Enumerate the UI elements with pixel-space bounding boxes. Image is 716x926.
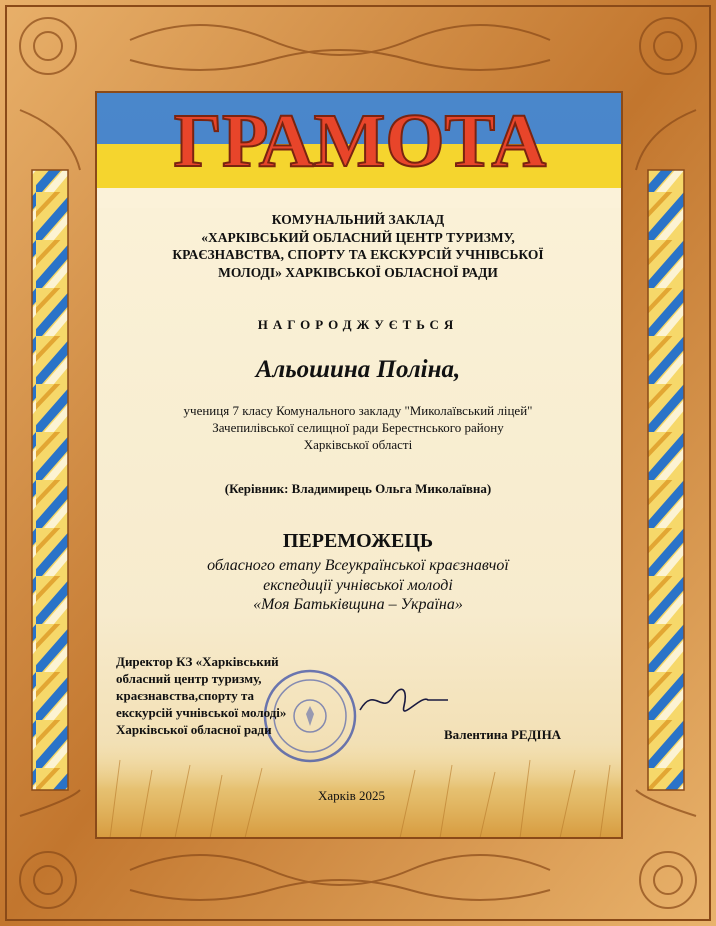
title-heading [100, 96, 620, 180]
student-line: учениця 7 класу Комунального закладу "Миколаївський ліцей" [183, 403, 533, 418]
institution-line: «ХАРКІВСЬКИЙ ОБЛАСНИЙ ЦЕНТР ТУРИЗМУ, [201, 229, 515, 245]
signature [356, 680, 452, 720]
institution-name [0, 211, 716, 281]
institution-line: КРАЄЗНАВСТВА, СПОРТУ ТА ЕКСКУРСІЙ УЧНІВСЬКОЇ [172, 247, 544, 262]
director-line: екскурсій учнівської молоді» [116, 705, 287, 720]
director-line: Директор КЗ «Харківський [116, 654, 279, 669]
student-line: Харківської області [303, 437, 413, 452]
director-line: Харківської обласної ради [116, 722, 272, 737]
event-description [0, 556, 716, 615]
svg-text:ГРАМОТА: ГРАМОТА [173, 99, 547, 180]
student-line: Зачепилівської селищної ради Берестнського району [212, 420, 504, 435]
leader-info: (Керівник: Владимирець Ольга Миколаївна) [224, 481, 492, 496]
director-title [116, 653, 286, 738]
event-line: «Моя Батьківщина – Україна» [253, 596, 463, 613]
institution-line: МОЛОДІ» ХАРКІВСЬКОЇ ОБЛАСНОЇ РАДИ [218, 264, 498, 280]
student-info [0, 402, 716, 453]
signer-name: Валентина РЕДІНА [444, 727, 562, 742]
institution-line: КОМУНАЛЬНИЙ ЗАКЛАД [271, 212, 445, 227]
director-line: краєзнавства,спорту та [116, 688, 254, 703]
event-line: обласного етапу Всеукраїнської краєзнавчої [207, 557, 509, 574]
award-label: НАГОРОДЖУЄТЬСЯ [257, 317, 459, 332]
event-line: експедиції учнівської молоді [263, 576, 453, 594]
recipient-name: Альошина Поліна, [255, 356, 461, 383]
director-line: обласний центр туризму, [116, 671, 262, 686]
place-year: Харків 2025 [318, 788, 385, 803]
winner-heading: ПЕРЕМОЖЕЦЬ [282, 530, 434, 552]
